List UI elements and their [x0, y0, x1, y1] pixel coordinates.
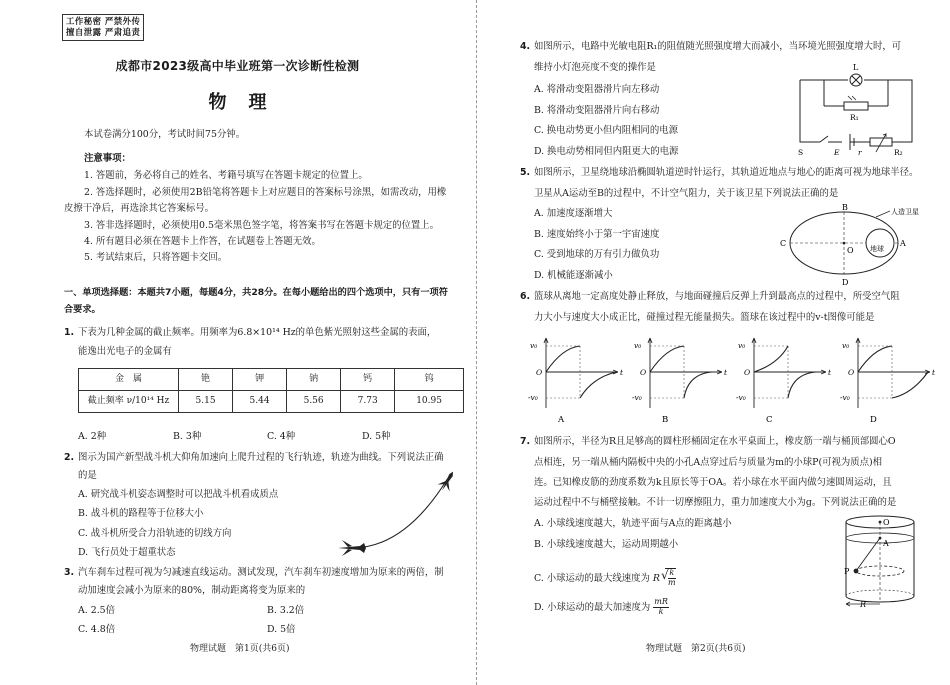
q4-option-c: C. 换电动势更小但内阻相同的电源: [534, 125, 679, 136]
q5-number: 5.: [520, 167, 531, 178]
notice-item: 2. 答选择题时，必须使用2B铅笔将答题卡上对应题目的答案标号涂黑，如需改动，用橡: [84, 187, 447, 198]
q5-option-c: C. 受到地球的万有引力做负功: [534, 249, 660, 260]
table-row: [79, 391, 464, 413]
axis-label-v0: v₀: [738, 341, 746, 350]
q7-stem-cont: 连。已知橡皮筋的劲度系数为k且原长等于OA。若小球在水平面内做匀速圆周运动，且: [534, 477, 892, 488]
label-r2: R₂: [894, 148, 903, 157]
confidential-line-2: 擅自泄露 严肃追责: [66, 27, 141, 38]
q7-stem: 如图所示，半径为R且足够高的圆柱形桶固定在水平桌面上，橡皮筋一端与桶顶部圆心O: [534, 436, 896, 447]
table-header-row: [79, 369, 464, 391]
q2-number: 2.: [64, 452, 75, 463]
q1-number: 1.: [64, 327, 75, 338]
notice-item: 皮擦干净后，再选涂其它答案标号。: [64, 203, 215, 214]
notice-item: 5. 考试结束后，只将答题卡交回。: [84, 252, 228, 263]
table-cell: 5.15: [179, 391, 233, 413]
axis-label-o: O: [848, 368, 855, 377]
formula-c-num: k: [669, 568, 675, 577]
q7-option-d-text: D. 小球运动的最大加速度为: [534, 601, 651, 613]
formula-d-den: k: [658, 606, 664, 616]
q4-option-a: A. 将滑动变阻器滑片向左移动: [534, 84, 660, 95]
q1-option-c: C. 4种: [267, 431, 296, 442]
section-title: 一、单项选择题：本题共7小题，每题4分，共28分。在每小题给出的四个选项中，只有一项符: [64, 287, 448, 298]
label-lamp: L: [853, 63, 859, 72]
formula-c-prefix: R: [652, 573, 660, 585]
notice-item: 1. 答题前，务必将自己的姓名、考籍号填写在答题卡规定的位置上。: [84, 170, 368, 181]
notice-item: 4. 所有题目必须在答题卡上作答，在试题卷上答题无效。: [84, 236, 321, 247]
q7-option-a: A. 小球线速度越大，轨迹平面与A点的距离越小: [534, 518, 732, 529]
table-header-cell: 钾: [233, 369, 287, 391]
label-r1: R₁: [850, 113, 859, 122]
intro-text: 本试卷满分100分，考试时间75分钟。: [84, 129, 246, 140]
jet-trajectory-figure: [330, 468, 470, 563]
exam-title: 成都市2023级高中毕业班第一次诊断性检测: [115, 59, 360, 73]
label-r: R: [860, 600, 867, 609]
q6-stem-cont: 力大小与速度大小成正比，碰撞过程无能量损失。篮球在该过程中的v-t图像可能是: [534, 312, 875, 323]
formula-c-den: m: [667, 577, 676, 587]
q3-option-d: D. 5倍: [267, 624, 296, 635]
label-a: A: [883, 539, 889, 548]
q4-option-d: D. 换电动势相同但内阻更大的电源: [534, 146, 679, 157]
q2-option-d: D. 飞行员处于超重状态: [78, 547, 176, 558]
label-p: P: [844, 567, 850, 576]
q3-option-a: A. 2.5倍: [78, 605, 116, 616]
axis-label-neg-v0: -v₀: [840, 393, 850, 402]
jet-icon-bottom: [338, 540, 366, 556]
label-b: B: [842, 203, 848, 212]
q7-number: 7.: [520, 436, 531, 447]
q5-option-d: D. 机械能逐渐减小: [534, 270, 613, 281]
table-header-cell: 钨: [395, 369, 464, 391]
q1-option-d: D. 5种: [362, 431, 391, 442]
confidential-stamp: [62, 14, 144, 41]
graph-label-a: A: [558, 415, 565, 425]
cylinder-bucket-figure: [840, 512, 936, 610]
ball-p: [854, 569, 859, 574]
page-footer: 物理试题 第2页(共6页): [646, 644, 746, 654]
table-cell: 5.56: [287, 391, 341, 413]
axis-label-v0: v₀: [842, 341, 850, 350]
q7-stem-cont: 运动过程中不与桶壁接触。不计一切摩擦阻力，重力加速度大小为g。下列说法正确的是: [534, 497, 897, 508]
q7-option-d: [534, 598, 669, 617]
q1-stem-cont: 能逸出光电子的金属有: [78, 346, 172, 357]
q3-option-c: C. 4.8倍: [78, 624, 116, 635]
q1-stem: 下表为几种金属的截止频率。用频率为6.8×10¹⁴ Hz的单色紫光照射这些金属的表面，: [78, 327, 437, 338]
vt-graph-b: [648, 338, 722, 408]
table-header-cell: 钠: [287, 369, 341, 391]
label-emf: E: [834, 148, 840, 157]
cutoff-frequency-table: [78, 368, 464, 413]
q7-option-c: [534, 568, 676, 589]
formula-c-sqrt: [660, 568, 676, 589]
q2-option-b: B. 战斗机的路程等于位移大小: [78, 508, 204, 519]
page-2: [478, 0, 950, 685]
q1-option-b: B. 3种: [173, 431, 202, 442]
q2-stem-cont: 的是: [78, 470, 97, 481]
subject-title: 物理: [208, 92, 289, 113]
lamp-icon: [850, 74, 862, 86]
q1-option-a: A. 2种: [78, 431, 107, 442]
table-cell: 7.73: [341, 391, 395, 413]
circuit-diagram: [790, 62, 922, 157]
axis-label-neg-v0: -v₀: [632, 393, 642, 402]
q5-stem: 如图所示，卫星绕地球沿椭圆轨道逆时针运行，其轨道近地点与地心的距离可视为地球半径。: [534, 167, 919, 178]
axis-label-v0: v₀: [530, 341, 538, 350]
formula-c-fraction: [668, 569, 676, 588]
q3-number: 3.: [64, 567, 75, 578]
q2-stem: 图示为国产新型战斗机大仰角加速向上爬升过程的飞行轨迹，轨迹为曲线。下列说法正确: [78, 452, 444, 463]
formula-d-num: mR: [654, 597, 668, 606]
table-row-label: 截止频率 ν/10¹⁴ Hz: [79, 391, 179, 413]
table-header-cell: 铯: [179, 369, 233, 391]
axis-label-neg-v0: -v₀: [736, 393, 746, 402]
label-earth: 地球: [870, 245, 884, 253]
axis-label-t: t: [620, 368, 624, 377]
notice-title: 注意事项：: [84, 153, 131, 164]
table-header-cell: 钙: [341, 369, 395, 391]
axis-label-t: t: [932, 368, 936, 377]
satellite-orbit-figure: [780, 203, 940, 289]
q5-option-b: B. 速度始终小于第一宇宙速度: [534, 229, 660, 240]
axis-label-o: O: [640, 368, 647, 377]
graph-label-c: C: [766, 415, 773, 425]
label-switch: S: [798, 148, 804, 157]
q3-option-b: B. 3.2倍: [267, 605, 305, 616]
slider-arrow-icon: [876, 134, 886, 152]
q5-option-a: A. 加速度逐渐增大: [534, 208, 613, 219]
q7-stem-cont: 点相连，另一端从桶内隔板中央的小孔A点穿过后与质量为m的小球P(可视为质点)相: [534, 457, 883, 468]
light-arrows-icon: [848, 96, 856, 100]
label-o: O: [847, 246, 854, 255]
q6-stem: 篮球从离地一定高度处静止释放，与地面碰撞后反弹上升到最高点的过程中，所受空气阻: [534, 291, 900, 302]
satellite-pointer-line: [876, 211, 890, 217]
q7-option-c-text: C. 小球运动的最大线速度为: [534, 573, 650, 585]
graph-label-b: B: [662, 415, 669, 425]
table-cell: 5.44: [233, 391, 287, 413]
q7-option-b: B. 小球线速度越大，运动周期越小: [534, 539, 679, 550]
q2-option-a: A. 研究战斗机姿态调整时可以把战斗机看成质点: [78, 489, 279, 500]
sqrt-sign-icon: √: [660, 568, 669, 582]
label-internal-r: r: [858, 148, 862, 157]
vt-graph-a: [544, 338, 618, 408]
q4-option-b: B. 将滑动变阻器滑片向右移动: [534, 105, 660, 116]
table-cell: 10.95: [395, 391, 464, 413]
label-c: C: [780, 239, 787, 248]
axis-label-o: O: [536, 368, 543, 377]
label-d: D: [842, 278, 849, 287]
axis-label-neg-v0: -v₀: [528, 393, 538, 402]
label-o: O: [883, 518, 890, 527]
graph-label-d: D: [870, 415, 877, 425]
label-satellite: 人造卫星: [891, 208, 919, 216]
section-title-cont: 合要求。: [64, 304, 101, 315]
q3-stem-cont: 动加速度会减小为原来的80%，制动距离将变为原来的: [78, 585, 306, 596]
q4-number: 4.: [520, 41, 531, 52]
vt-graph-d: [856, 338, 930, 408]
trajectory-curve: [352, 478, 448, 548]
q6-number: 6.: [520, 291, 531, 302]
axis-label-v0: v₀: [634, 341, 642, 350]
confidential-line-1: 工作秘密 严禁外传: [66, 16, 141, 26]
notice-item: 3. 答非选择题时，必须使用0.5毫米黑色签字笔，将答案书写在答题卡规定的位置上。: [84, 220, 439, 231]
formula-d-fraction: [653, 598, 669, 617]
axis-label-o: O: [744, 368, 751, 377]
vt-graphs: [528, 334, 948, 426]
table-header-cell: 金 属: [79, 369, 179, 391]
page-divider: [476, 0, 477, 685]
q5-stem-cont: 卫星从A运动至B的过程中，不计空气阻力，关于该卫星下列说法正确的是: [534, 188, 839, 199]
axis-label-t: t: [724, 368, 728, 377]
q4-stem: 如图所示，电路中光敏电阻R₁的阻值随光照强度增大而减小，当环境光照强度增大时，可: [534, 41, 902, 52]
axis-label-t: t: [828, 368, 832, 377]
page-footer: 物理试题 第1页(共6页): [190, 644, 290, 654]
q2-option-c: C. 战斗机所受合力沿轨迹的切线方向: [78, 528, 232, 539]
vt-graph-c: [752, 338, 826, 408]
label-a: A: [900, 239, 906, 248]
q3-stem: 汽车刹车过程可视为匀减速直线运动。测试发现，汽车刹车初速度增加为原来的两倍，制: [78, 567, 444, 578]
q4-stem-cont: 维持小灯泡亮度不变的操作是: [534, 62, 656, 73]
